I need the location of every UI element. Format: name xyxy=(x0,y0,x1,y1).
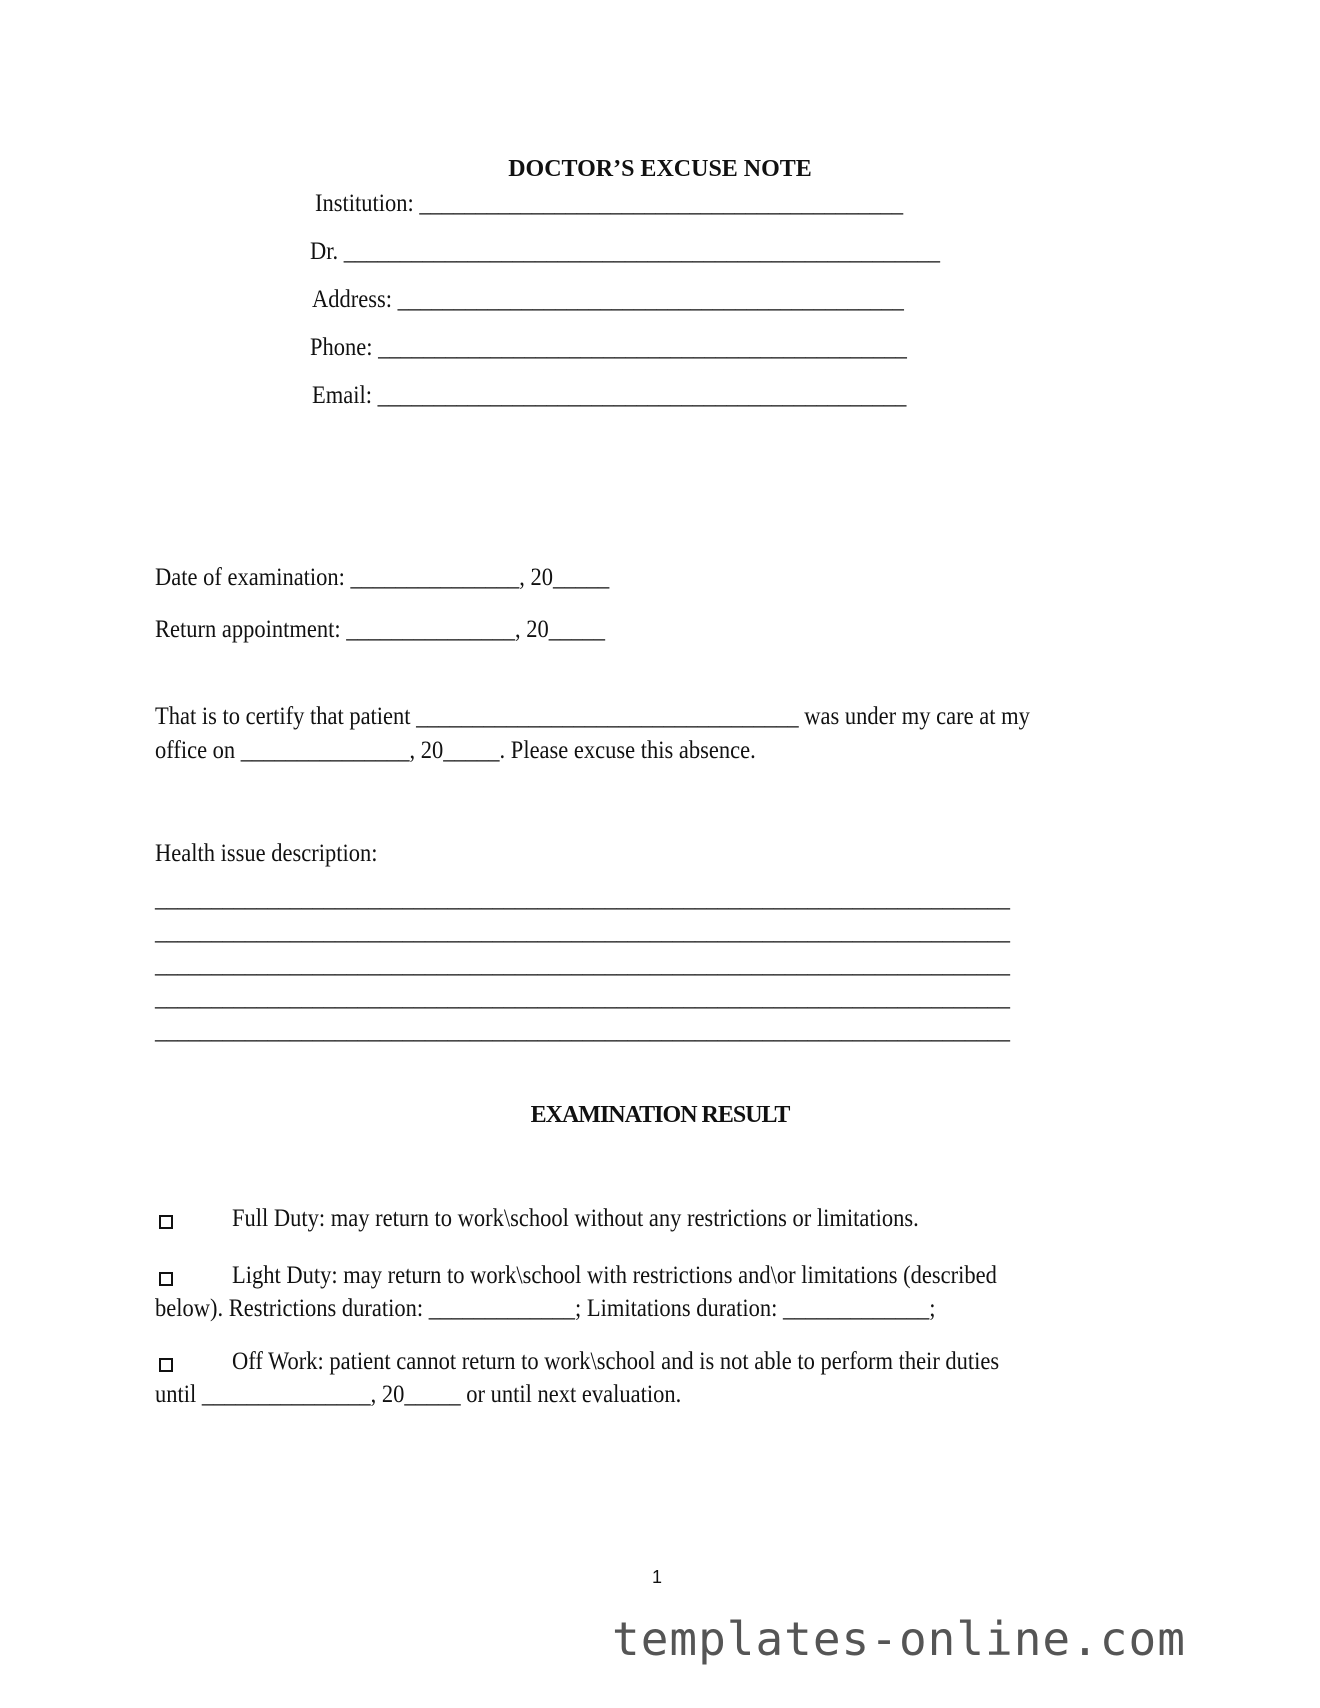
phone-field[interactable]: Phone: _______________________________________________ xyxy=(310,334,907,361)
full-duty-label: Full Duty: may return to work\school without any restrictions or limitations. xyxy=(232,1205,919,1232)
date-of-examination-field[interactable]: Date of examination: _______________, 20_____ xyxy=(155,564,610,591)
watermark: templates-online.com xyxy=(612,1612,1186,1666)
health-issue-line[interactable]: ____________________________________________________________________________ xyxy=(155,984,1010,1011)
light-duty-durations: below). Restrictions duration: _____________; Limitations duration: _____________; xyxy=(155,1295,936,1322)
off-work-checkbox[interactable] xyxy=(159,1358,173,1372)
off-work-until: until _______________, 20_____ or until next evaluation. xyxy=(155,1381,682,1408)
health-issue-line[interactable]: ____________________________________________________________________________ xyxy=(155,951,1010,978)
full-duty-checkbox[interactable] xyxy=(159,1215,173,1229)
page-number: 1 xyxy=(652,1567,663,1587)
document-title: DOCTOR’S EXCUSE NOTE xyxy=(508,156,812,182)
light-duty-checkbox[interactable] xyxy=(159,1272,173,1286)
health-issue-line[interactable]: ____________________________________________________________________________ xyxy=(155,918,1010,945)
health-issue-line[interactable]: ____________________________________________________________________________ xyxy=(155,1017,1010,1044)
certify-line-2: office on _______________, 20_____. Please excuse this absence. xyxy=(155,737,756,764)
health-issue-line[interactable]: ____________________________________________________________________________ xyxy=(155,885,1010,912)
light-duty-label: Light Duty: may return to work\school with restrictions and\or limitations (described xyxy=(232,1262,997,1289)
email-field[interactable]: Email: _______________________________________________ xyxy=(312,382,907,409)
examination-result-heading: EXAMINATION RESULT xyxy=(530,1102,790,1128)
return-appointment-field[interactable]: Return appointment: _______________, 20_____ xyxy=(155,616,605,643)
certify-line-1: That is to certify that patient __________________________________ was under my care at my xyxy=(155,703,1030,730)
doctor-field[interactable]: Dr. _____________________________________________________ xyxy=(310,238,940,265)
off-work-label: Off Work: patient cannot return to work\school and is not able to perform their duties xyxy=(232,1348,1000,1375)
address-field[interactable]: Address: _____________________________________________ xyxy=(312,286,904,313)
health-issue-label: Health issue description: xyxy=(155,840,378,867)
institution-field[interactable]: Institution: ___________________________________________ xyxy=(315,190,904,217)
